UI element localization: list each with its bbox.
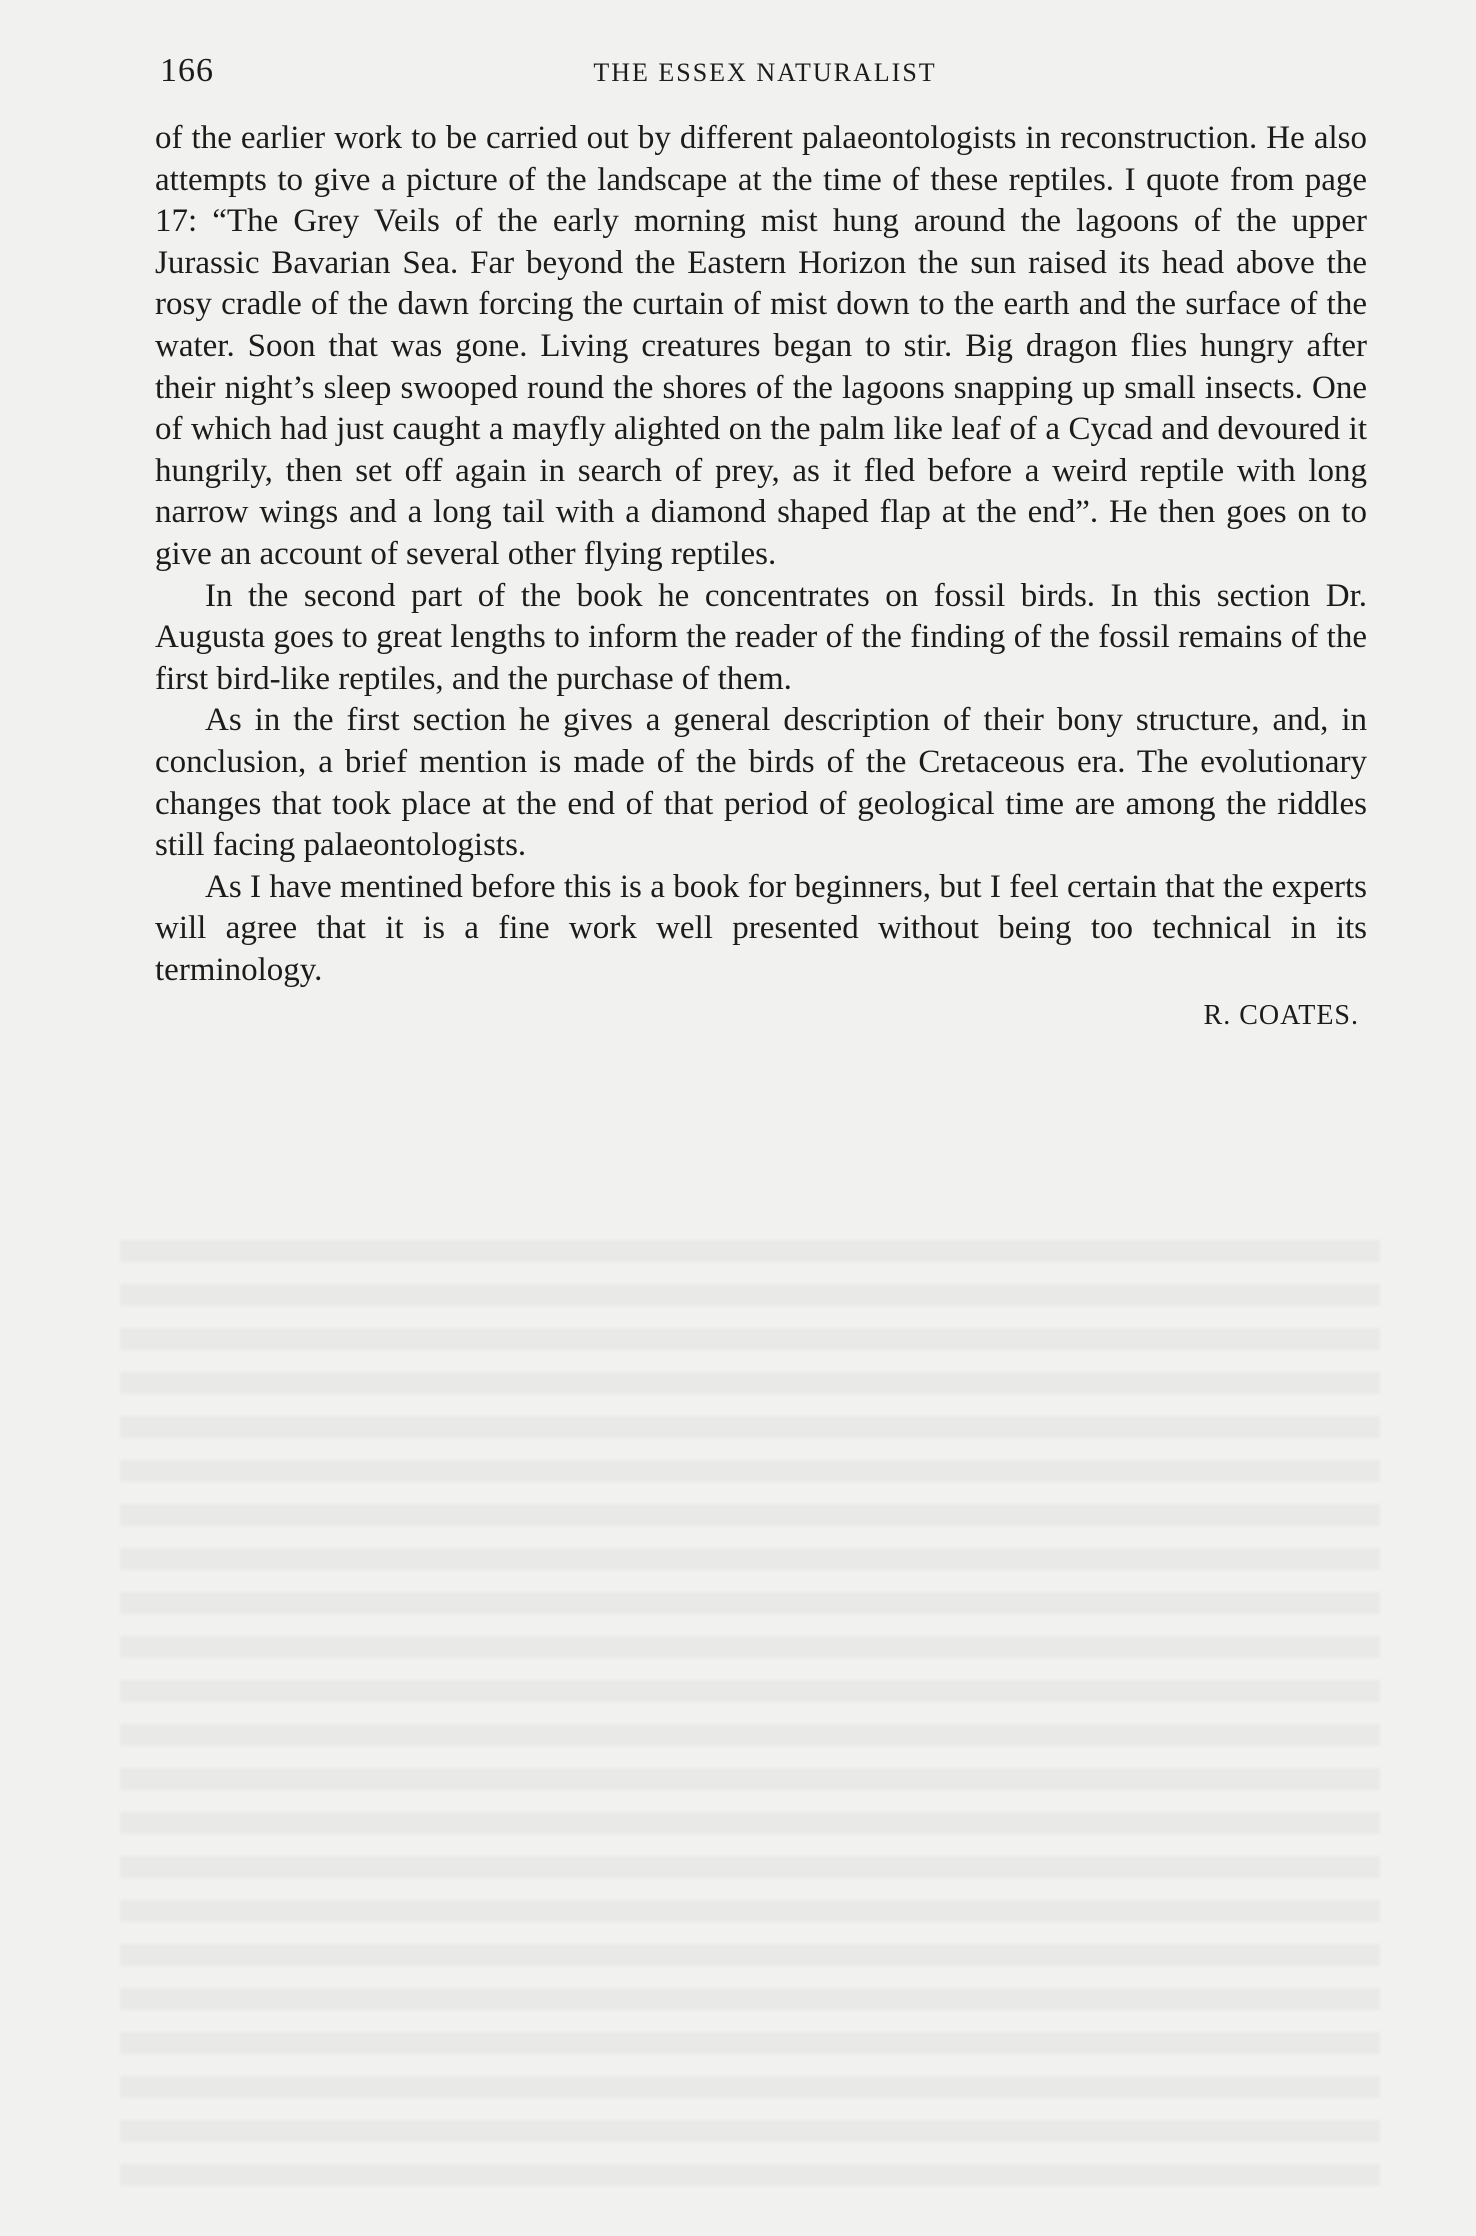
paragraph: As in the first section he gives a general description of their bony structure, and, in conclusion, a brief mention is made of the birds of the Cretaceous era. The evolutionary changes that took place at the end of that period of geological time are among the riddles still facing palaeontologists.	[155, 702, 1367, 864]
paragraph: As I have mentined before this is a book for beginners, but I feel certain that the experts will agree that it is a fine work well presented without being too technical in its terminology.	[155, 868, 1367, 988]
paragraph: of the earlier work to be carried out by different palaeontologists in reconstruction. He also attempts to give a picture of the landscape at the time of these reptiles. I quote from page 17: “The Grey Veils of the early morning mist hung around the lagoons of the upper Jurassic Bavarian Sea. Far beyond the Eastern Horizon the sun raised its head above the rosy cradle of the dawn forcing the curtain of mist down to the earth and the surface of the water. Soon that was gone. Living creatures began to stir. Big dragon flies hungry after their night’s sleep swooped round the shores of the lagoons snapping up small insects. One of which had just caught a mayfly alighted on the palm like leaf of a Cycad and devoured it hungrily, then set off again in search of prey, as it fled before a weird reptile with long narrow wings and a long tail with a diamond shaped flap at the end”. He then goes on to give an account of several other flying reptiles.	[155, 120, 1367, 572]
body-text	[155, 118, 1367, 1037]
page-number: 166	[160, 52, 214, 89]
running-title: THE ESSEX NATURALIST	[593, 58, 937, 87]
author-signature: R. COATES.	[1203, 1000, 1359, 1032]
paragraph: In the second part of the book he concentrates on fossil birds. In this section Dr. Augusta goes to great lengths to inform the reader of the finding of the fossil remains of the first bird-like reptiles, and the purchase of them.	[155, 577, 1367, 697]
page-header	[160, 52, 1370, 100]
bleed-through-texture	[120, 1240, 1380, 2200]
